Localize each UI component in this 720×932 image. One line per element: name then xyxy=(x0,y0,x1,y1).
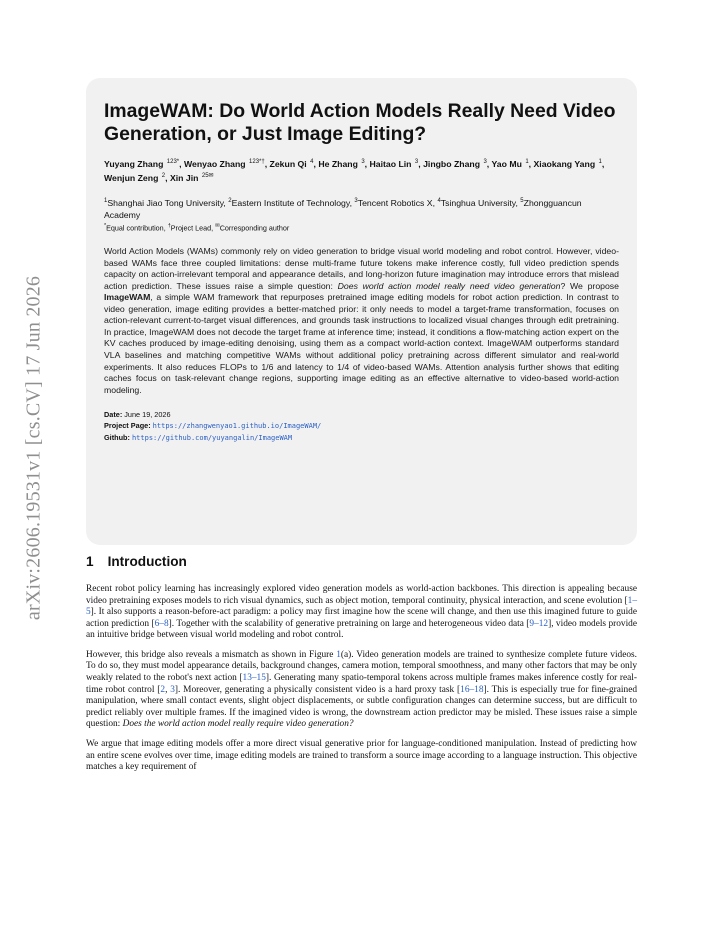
author-name: Zekun Qi xyxy=(269,158,307,169)
bold-term: ImageWAM xyxy=(104,292,151,303)
header-box xyxy=(86,78,637,545)
text-run: World Action Models (WAMs) commonly rely on video generation to bridge visual world modeling and robot control. However, video-based WAMs face three coupled limitations: dense multi-frame future tokens make inference costly, full video prediction spends capacity on action-irrelevant temporal and appearance details, and long-horizon future imagination may introduce errors that mislead action prediction. These issues raise a simple question: xyxy=(104,246,619,291)
affiliation-mark: 5 xyxy=(520,197,524,204)
affiliations: $^1$Shanghai Jiao Tong University, $^2$Eastern Institute of Technology, $^3$Tencent Robotics X, $^4$Tsinghua University, $^5$Zhongguancun Academy xyxy=(104,197,582,220)
author-mark: 3 xyxy=(361,159,365,165)
citation-link[interactable]: 6–8 xyxy=(154,618,169,629)
affiliation-mark: 1 xyxy=(104,197,108,204)
author-list: Yuyang Zhang $^{123*}$, Wenyao Zhang $^{123*\dagger}$, Zekun Qi $^4$, He Zhang $^3$, Haitao Lin $^3$, Jingbo Zhang $^3$, Yao Mu $^1$, Xiaokang Yang $^1$, Wenjun Zeng $^2$, Xin Jin $^{25✉}$ xyxy=(104,158,605,184)
citation-link[interactable]: 13–15 xyxy=(242,673,266,684)
text-run: However, this bridge also reveals a mismatch as shown in Figure xyxy=(86,649,337,660)
section-heading xyxy=(86,554,637,569)
author-name: Jingbo Zhang xyxy=(423,158,481,169)
affiliation-name: Shanghai Jiao Tong University xyxy=(107,197,224,208)
citation-link[interactable]: 3 xyxy=(170,684,175,695)
paragraph xyxy=(86,584,637,642)
author-mark: 123*† xyxy=(249,159,265,165)
text-run: ? We propose xyxy=(560,280,619,291)
citation-link[interactable]: 9–12 xyxy=(529,618,549,629)
affiliation-name: Tencent Robotics X xyxy=(357,197,433,208)
text-run: We argue that image editing models offer a more direct visual generative prior for language-conditioned manipulation. Instead of predicting how an entire scene evolves over time, image editing models are trained to transform a source image according to a language instruction. This objective matches a key requirement of xyxy=(86,738,637,773)
arxiv-identifier-text: arXiv:2606.19531v1 [cs.CV] 17 Jun 2026 xyxy=(22,275,45,621)
contribution-text: Corresponding author xyxy=(219,223,290,233)
paper-title: ImageWAM: Do World Action Models Really Need Video Generation, or Just Image Editing? xyxy=(104,100,616,145)
author-mark: 3 xyxy=(414,159,419,165)
github-label: Github: xyxy=(104,433,130,443)
contribution-mark: † xyxy=(167,222,171,229)
author-name: Wenjun Zeng xyxy=(104,173,159,184)
text-run: ]. Together with the scalability of generative pretraining on large and heterogeneous video data [ xyxy=(168,618,530,629)
author-mark: 3 xyxy=(483,159,487,165)
contribution-mark: * xyxy=(104,222,107,229)
affiliation-name: Zhongguancun Academy xyxy=(104,197,582,220)
affiliation-mark: 4 xyxy=(437,197,441,204)
author-mark: 123* xyxy=(166,159,180,165)
author-name: He Zhang xyxy=(318,158,358,169)
arxiv-identifier xyxy=(22,258,46,638)
section-number: 1 xyxy=(86,554,94,569)
text-run: ]. Moreover, generating a physically consistent video is a hard proxy task [ xyxy=(174,684,461,695)
body-text xyxy=(86,584,637,782)
emphasis: Does the world action model really require video generation? xyxy=(122,719,354,730)
contribution-mark: ✉ xyxy=(215,222,220,229)
author-mark: 4 xyxy=(310,159,314,165)
text-run: , xyxy=(165,684,171,695)
paragraph xyxy=(86,739,637,774)
affiliation-name: Tsinghua University xyxy=(440,197,516,208)
citation-link[interactable]: 16–18 xyxy=(460,684,484,695)
contribution-text: Equal contribution xyxy=(106,223,164,233)
paragraph xyxy=(86,650,637,731)
date-value: June 19, 2026 xyxy=(124,410,171,420)
affiliation-name: Eastern Institute of Technology xyxy=(231,197,350,208)
author-name: Xin Jin xyxy=(169,173,199,184)
section-title: Introduction xyxy=(107,554,187,569)
citation-link[interactable]: 1–5 xyxy=(86,595,637,618)
github-link[interactable]: https://github.com/yuyangalin/ImageWAM xyxy=(131,434,293,443)
contribution-text: Project Lead xyxy=(170,223,212,233)
author-mark: 2 xyxy=(161,173,166,180)
project-link[interactable]: https://zhangwenyao1.github.io/ImageWAM/ xyxy=(152,422,322,431)
citation-link[interactable]: 2 xyxy=(160,684,166,695)
author-name: Haitao Lin xyxy=(369,158,412,169)
date-line xyxy=(104,409,619,420)
abstract xyxy=(104,246,619,396)
paper-meta xyxy=(104,409,619,444)
author-mark: 1 xyxy=(598,159,602,165)
author-mark: 25✉ xyxy=(201,173,214,180)
date-label: Date: xyxy=(104,410,123,420)
text-run: ]. This is especially true for fine-grained manipulation, where small contact events, slight object displacements, or subtle configuration changes can determine success, but are difficult to predict reliably over multiple frames. If the imagined video is wrong, the downstream action predictor may be misled. These issues raise a simple question: xyxy=(86,684,638,730)
text-run: ], video models provide an intuitive bridge between visual world modeling and robot control. xyxy=(86,618,638,641)
text-run: ]. Generating many spatio-temporal tokens across multiple frames makes inference costly for real-time robot control [ xyxy=(86,673,637,695)
project-label: Project Page: xyxy=(104,421,151,431)
author-name: Xiaokang Yang xyxy=(533,158,596,169)
text-run: , a simple WAM framework that repurposes pretrained image editing models for robot action prediction. In contrast to video generation, image editing provides a better-matched prior: it only needs to model a target-frame transformation, focuses on action-relevant current-to-target visual differences, and grounds task instructions to localized visual changes through edit pretraining. In practice, ImageWAM does not decode the target frame at inference time; instead, it conditions a flow-matching action expert on the KV caches produced by image-editing denoising, using them as a compact world-action context. ImageWAM outperforms standard VLA baselines and matching competitive WAMs without additional policy pretraining across different simulator and real-world experiments. It also reduces FLOPs to 1/6 and latency to 1/4 of video-based WAMs. Attention analysis further shows that editing caches focus on task-relevant change regions, supporting image editing as an effective alternative to video-based world-action modeling. xyxy=(104,292,619,395)
author-name: Yuyang Zhang xyxy=(104,158,164,169)
affiliation-mark: 2 xyxy=(228,197,232,204)
text-run: ]. It also supports a reason-before-act paradigm: a policy may first imagine how the scene will change, and then use this imagined future to guide action prediction [ xyxy=(86,607,637,629)
project-line xyxy=(104,420,619,432)
emphasis: Does world action model really need video generation xyxy=(337,280,561,291)
text-run: (a). Video generation models are trained to synthesize complete future videos. To do so, they must model appearance details, background changes, camera motion, temporal smoothness, and many other factors that may be only weakly related to the robot's next action [ xyxy=(86,649,638,684)
affiliation-mark: 3 xyxy=(354,197,358,204)
citation-link[interactable]: 1 xyxy=(336,649,341,660)
author-name: Wenyao Zhang xyxy=(183,158,246,169)
contribution-notes: *Equal contribution, †Project Lead, ✉Corresponding author xyxy=(104,222,290,233)
github-line xyxy=(104,432,619,444)
text-run: Recent robot policy learning has increasingly explored video generation models as world-action backbones. This direction is appealing because video pretraining exposes models to rich visual dynamics, such as object motion, temporal continuity, physical interaction, and scene evolution [ xyxy=(86,584,637,606)
author-name: Yao Mu xyxy=(491,158,522,169)
author-mark: 1 xyxy=(525,159,529,165)
